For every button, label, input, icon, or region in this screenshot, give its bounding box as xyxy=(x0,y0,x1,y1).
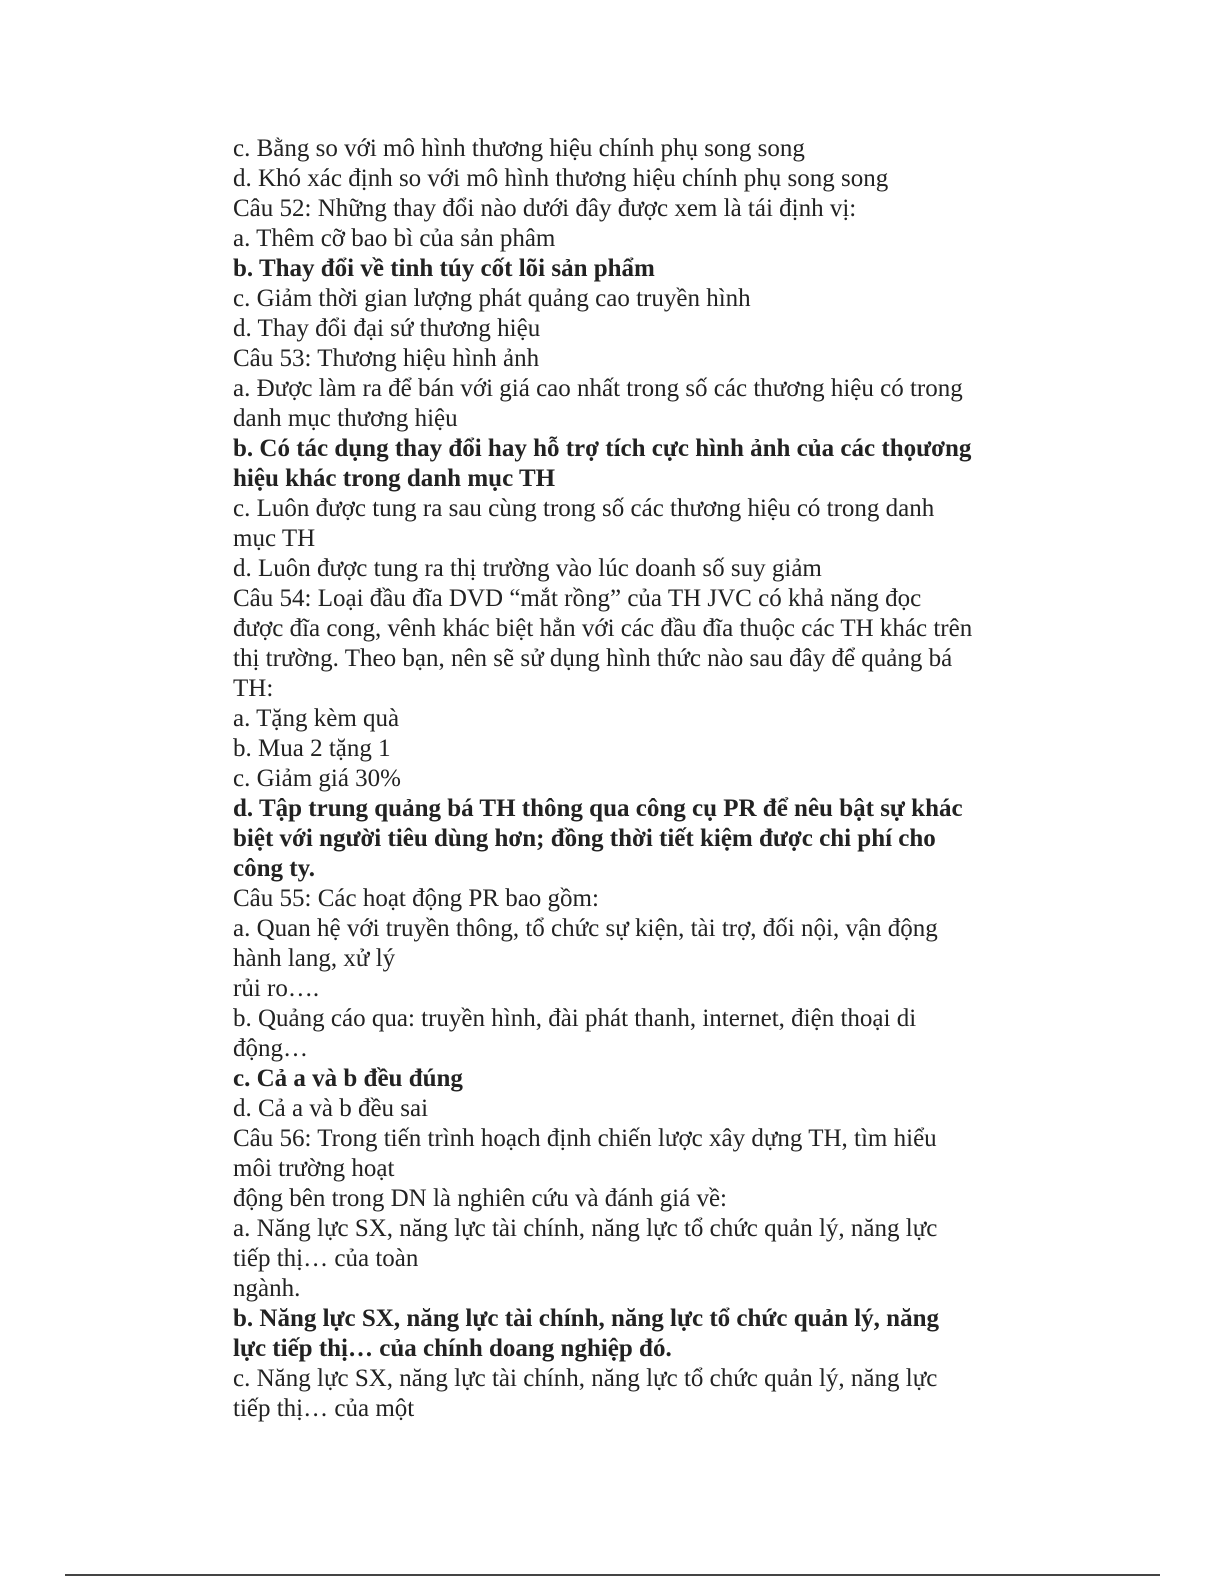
answer-line: lực tiếp thị… của chính doang nghiệp đó. xyxy=(233,1335,672,1362)
text-line: a. Quan hệ với truyền thông, tổ chức sự kiện, tài trợ, đối nội, vận động xyxy=(233,915,938,942)
text-line: a. Năng lực SX, năng lực tài chính, năng lực tổ chức quản lý, năng lực xyxy=(233,1215,938,1242)
text-line: c. Năng lực SX, năng lực tài chính, năng lực tổ chức quản lý, năng lực xyxy=(233,1365,938,1392)
text-line: tiếp thị… của toàn xyxy=(233,1245,419,1272)
text-line: d. Thay đổi đại sứ thương hiệu xyxy=(233,315,541,342)
text-line: c. Giảm thời gian lượng phát quảng cao truyền hình xyxy=(233,285,751,312)
text-line: danh mục thương hiệu xyxy=(233,405,458,432)
text-line: tiếp thị… của một xyxy=(233,1395,415,1422)
answer-line: hiệu khác trong danh mục TH xyxy=(233,465,556,492)
answer-line: b. Có tác dụng thay đổi hay hỗ trợ tích cực hình ảnh của các thọương xyxy=(233,435,972,462)
document-body xyxy=(233,134,1023,1424)
text-line: c. Bằng so với mô hình thương hiệu chính phụ song song xyxy=(233,135,805,162)
text-line: được đĩa cong, vênh khác biệt hẳn với các đầu đĩa thuộc các TH khác trên xyxy=(233,615,973,642)
text-line: Câu 55: Các hoạt động PR bao gồm: xyxy=(233,885,599,912)
answer-line: b. Năng lực SX, năng lực tài chính, năng lực tổ chức quản lý, năng xyxy=(233,1305,939,1332)
text-line: d. Cả a và b đều sai xyxy=(233,1095,429,1122)
text-line: thị trường. Theo bạn, nên sẽ sử dụng hình thức nào sau đây để quảng bá xyxy=(233,645,953,672)
text-line: ngành. xyxy=(233,1275,301,1302)
text-line: d. Luôn được tung ra thị trường vào lúc doanh số suy giảm xyxy=(233,555,822,582)
text-line: động… xyxy=(233,1035,308,1062)
answer-line: d. Tập trung quảng bá TH thông qua công cụ PR để nêu bật sự khác xyxy=(233,795,963,822)
text-line: rủi ro…. xyxy=(233,975,320,1002)
text-line: Câu 54: Loại đầu đĩa DVD “mắt rồng” của TH JVC có khả năng đọc xyxy=(233,585,922,612)
text-line: b. Mua 2 tặng 1 xyxy=(233,735,391,762)
text-line: d. Khó xác định so với mô hình thương hiệu chính phụ song song xyxy=(233,165,889,192)
text-line: TH: xyxy=(233,675,274,702)
text-line: c. Giảm giá 30% xyxy=(233,765,402,792)
text-line: a. Được làm ra để bán với giá cao nhất trong số các thương hiệu có trong xyxy=(233,375,963,402)
page-bottom-rule xyxy=(65,1574,1160,1576)
text-line: Câu 52: Những thay đổi nào dưới đây được xem là tái định vị: xyxy=(233,195,857,222)
text-line: b. Quảng cáo qua: truyền hình, đài phát thanh, internet, điện thoại di xyxy=(233,1005,917,1032)
text-line: c. Luôn được tung ra sau cùng trong số các thương hiệu có trong danh xyxy=(233,495,935,522)
text-line: động bên trong DN là nghiên cứu và đánh giá về: xyxy=(233,1185,727,1212)
text-line: a. Tặng kèm quà xyxy=(233,705,400,732)
text-line: hành lang, xử lý xyxy=(233,945,396,972)
answer-line: biệt với người tiêu dùng hơn; đồng thời tiết kiệm được chi phí cho xyxy=(233,825,936,852)
answer-line: c. Cả a và b đều đúng xyxy=(233,1065,463,1092)
text-line: mục TH xyxy=(233,525,316,552)
text-line: a. Thêm cỡ bao bì của sản phâm xyxy=(233,225,556,252)
text-line: Câu 53: Thương hiệu hình ảnh xyxy=(233,345,540,372)
answer-line: công ty. xyxy=(233,855,315,882)
text-line: Câu 56: Trong tiến trình hoạch định chiến lược xây dựng TH, tìm hiểu xyxy=(233,1125,937,1152)
text-line: môi trường hoạt xyxy=(233,1155,395,1182)
answer-line: b. Thay đổi về tinh túy cốt lõi sản phẩm xyxy=(233,255,655,282)
